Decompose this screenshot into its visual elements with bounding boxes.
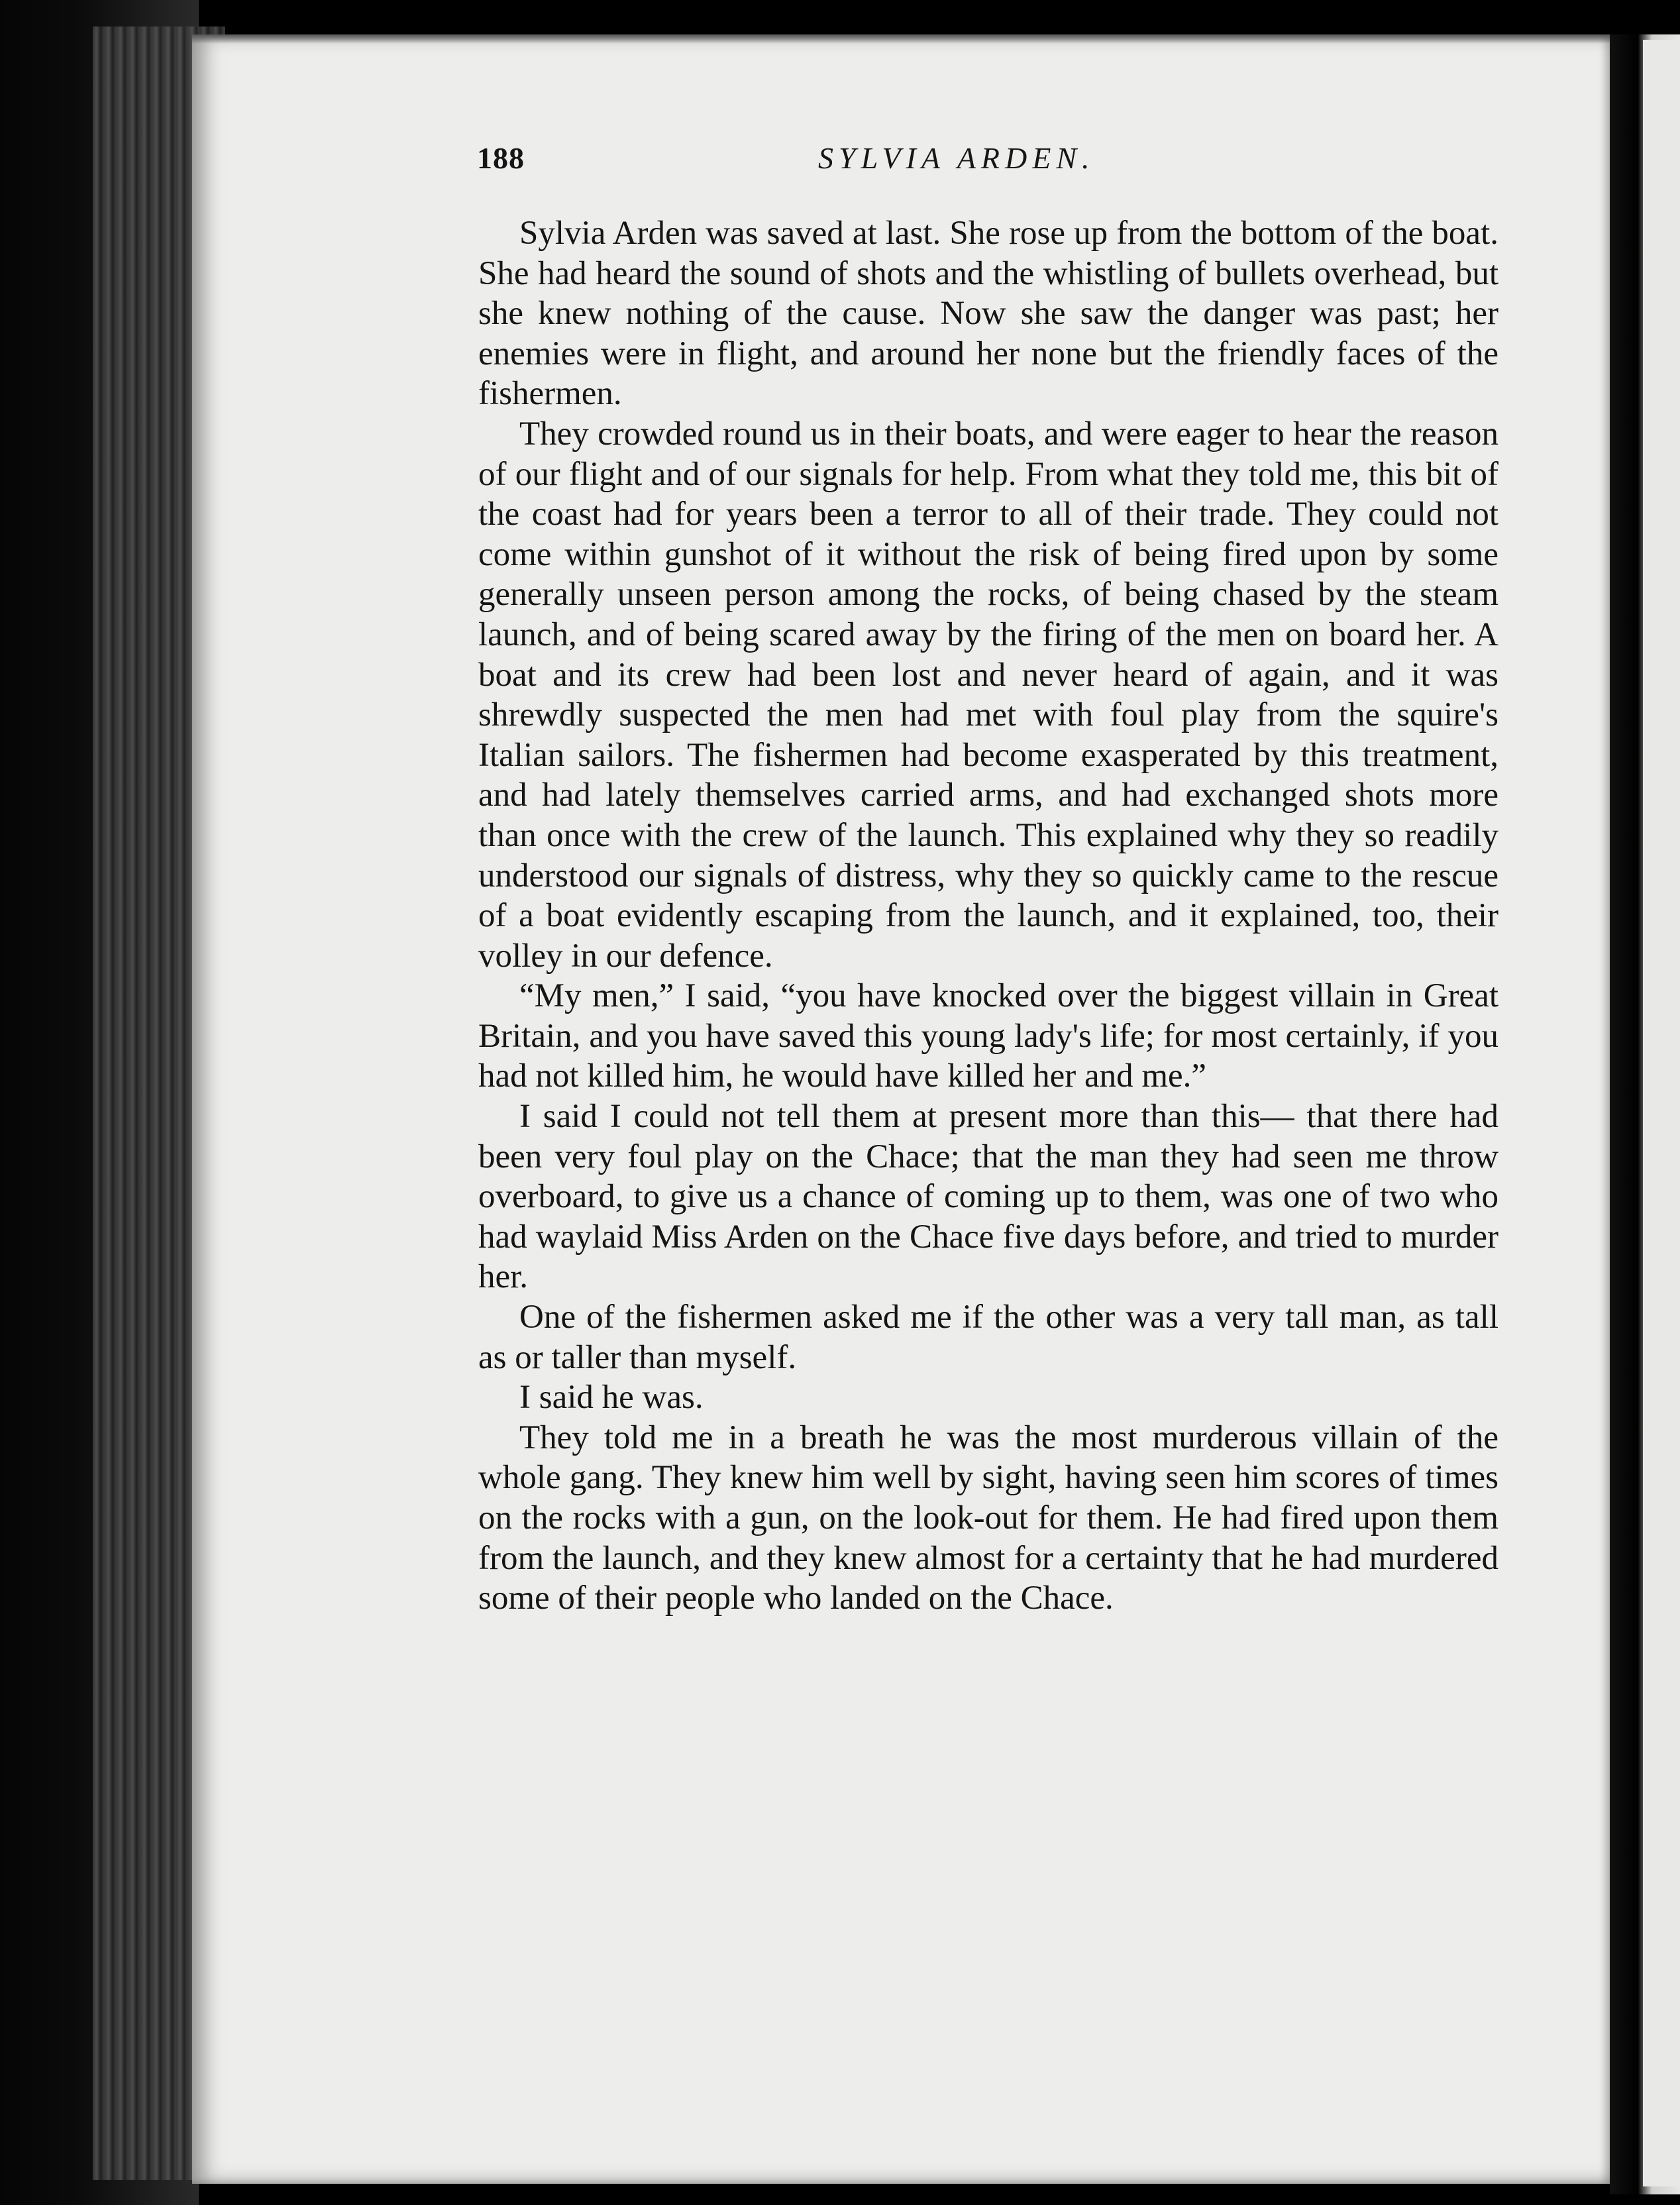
paragraph: One of the fishermen asked me if the other was a very tall man, as tall as or taller than myself. [478,1299,1498,1376]
paragraph: They crowded round us in their boats, and were eager to hear the reason of our flight and of our signals for help. From what they told me, this bit of the coast had for years been a terror to all of their trade. They could not come within gunshot of it without the risk of being fired upon by some generally unseen person among the rocks, of being chased by the steam launch, and of being scared away by the firing of the men on board her. A boat and its crew had been lost and never heard of again, and it was shrewdly suspected the men had met with foul play from the squire's Italian sailors. The fishermen had become exasperated by this treatment, and had lately themselves carried arms, and had exchanged shots more than once with the crew of the launch. This explained why they so readily understood our signals of distress, why they so quickly came to the rescue of a boat evidently escaping from the launch, and it explained, too, their volley in our defence. [478,415,1498,975]
body-text [478,213,1498,1619]
paragraph: They told me in a breath he was the most murderous villain of the whole gang. They knew him well by sight, having seen him scores of times on the rocks with a gun, on the look-out for them. He had fired upon them from the launch, and they knew almost for a certainty that he had murdered some of their people who landed on the Chace. [478,1419,1498,1617]
paragraph: “My men,” I said, “you have knocked over the biggest villain in Great Britain, and you have saved this young lady's life; for most certainly, if you had not killed him, he would have killed her and me.” [478,977,1498,1095]
paragraph: Sylvia Arden was saved at last. She rose up from the bottom of the boat. She had heard the sound of shots and the whistling of bullets overhead, but she knew nothing of the cause. Now she saw the danger was past; her enemies were in flight, and around her none but the friendly faces of the fishermen. [478,215,1498,413]
paragraph: I said he was. [519,1379,704,1417]
facing-page-edge [1643,40,1680,2186]
page-number: 188 [477,141,525,175]
running-head: SYLVIA ARDEN. [818,141,1095,175]
paragraph: I said I could not tell them at present more than this— that there had been very foul play on the Chace; that the man they had seen me throw overboard, to give us a chance of coming up to them, was one of two who had waylaid Miss Arden on the Chace five days before, and tried to murder her. [478,1098,1498,1296]
page-header [477,140,1510,187]
